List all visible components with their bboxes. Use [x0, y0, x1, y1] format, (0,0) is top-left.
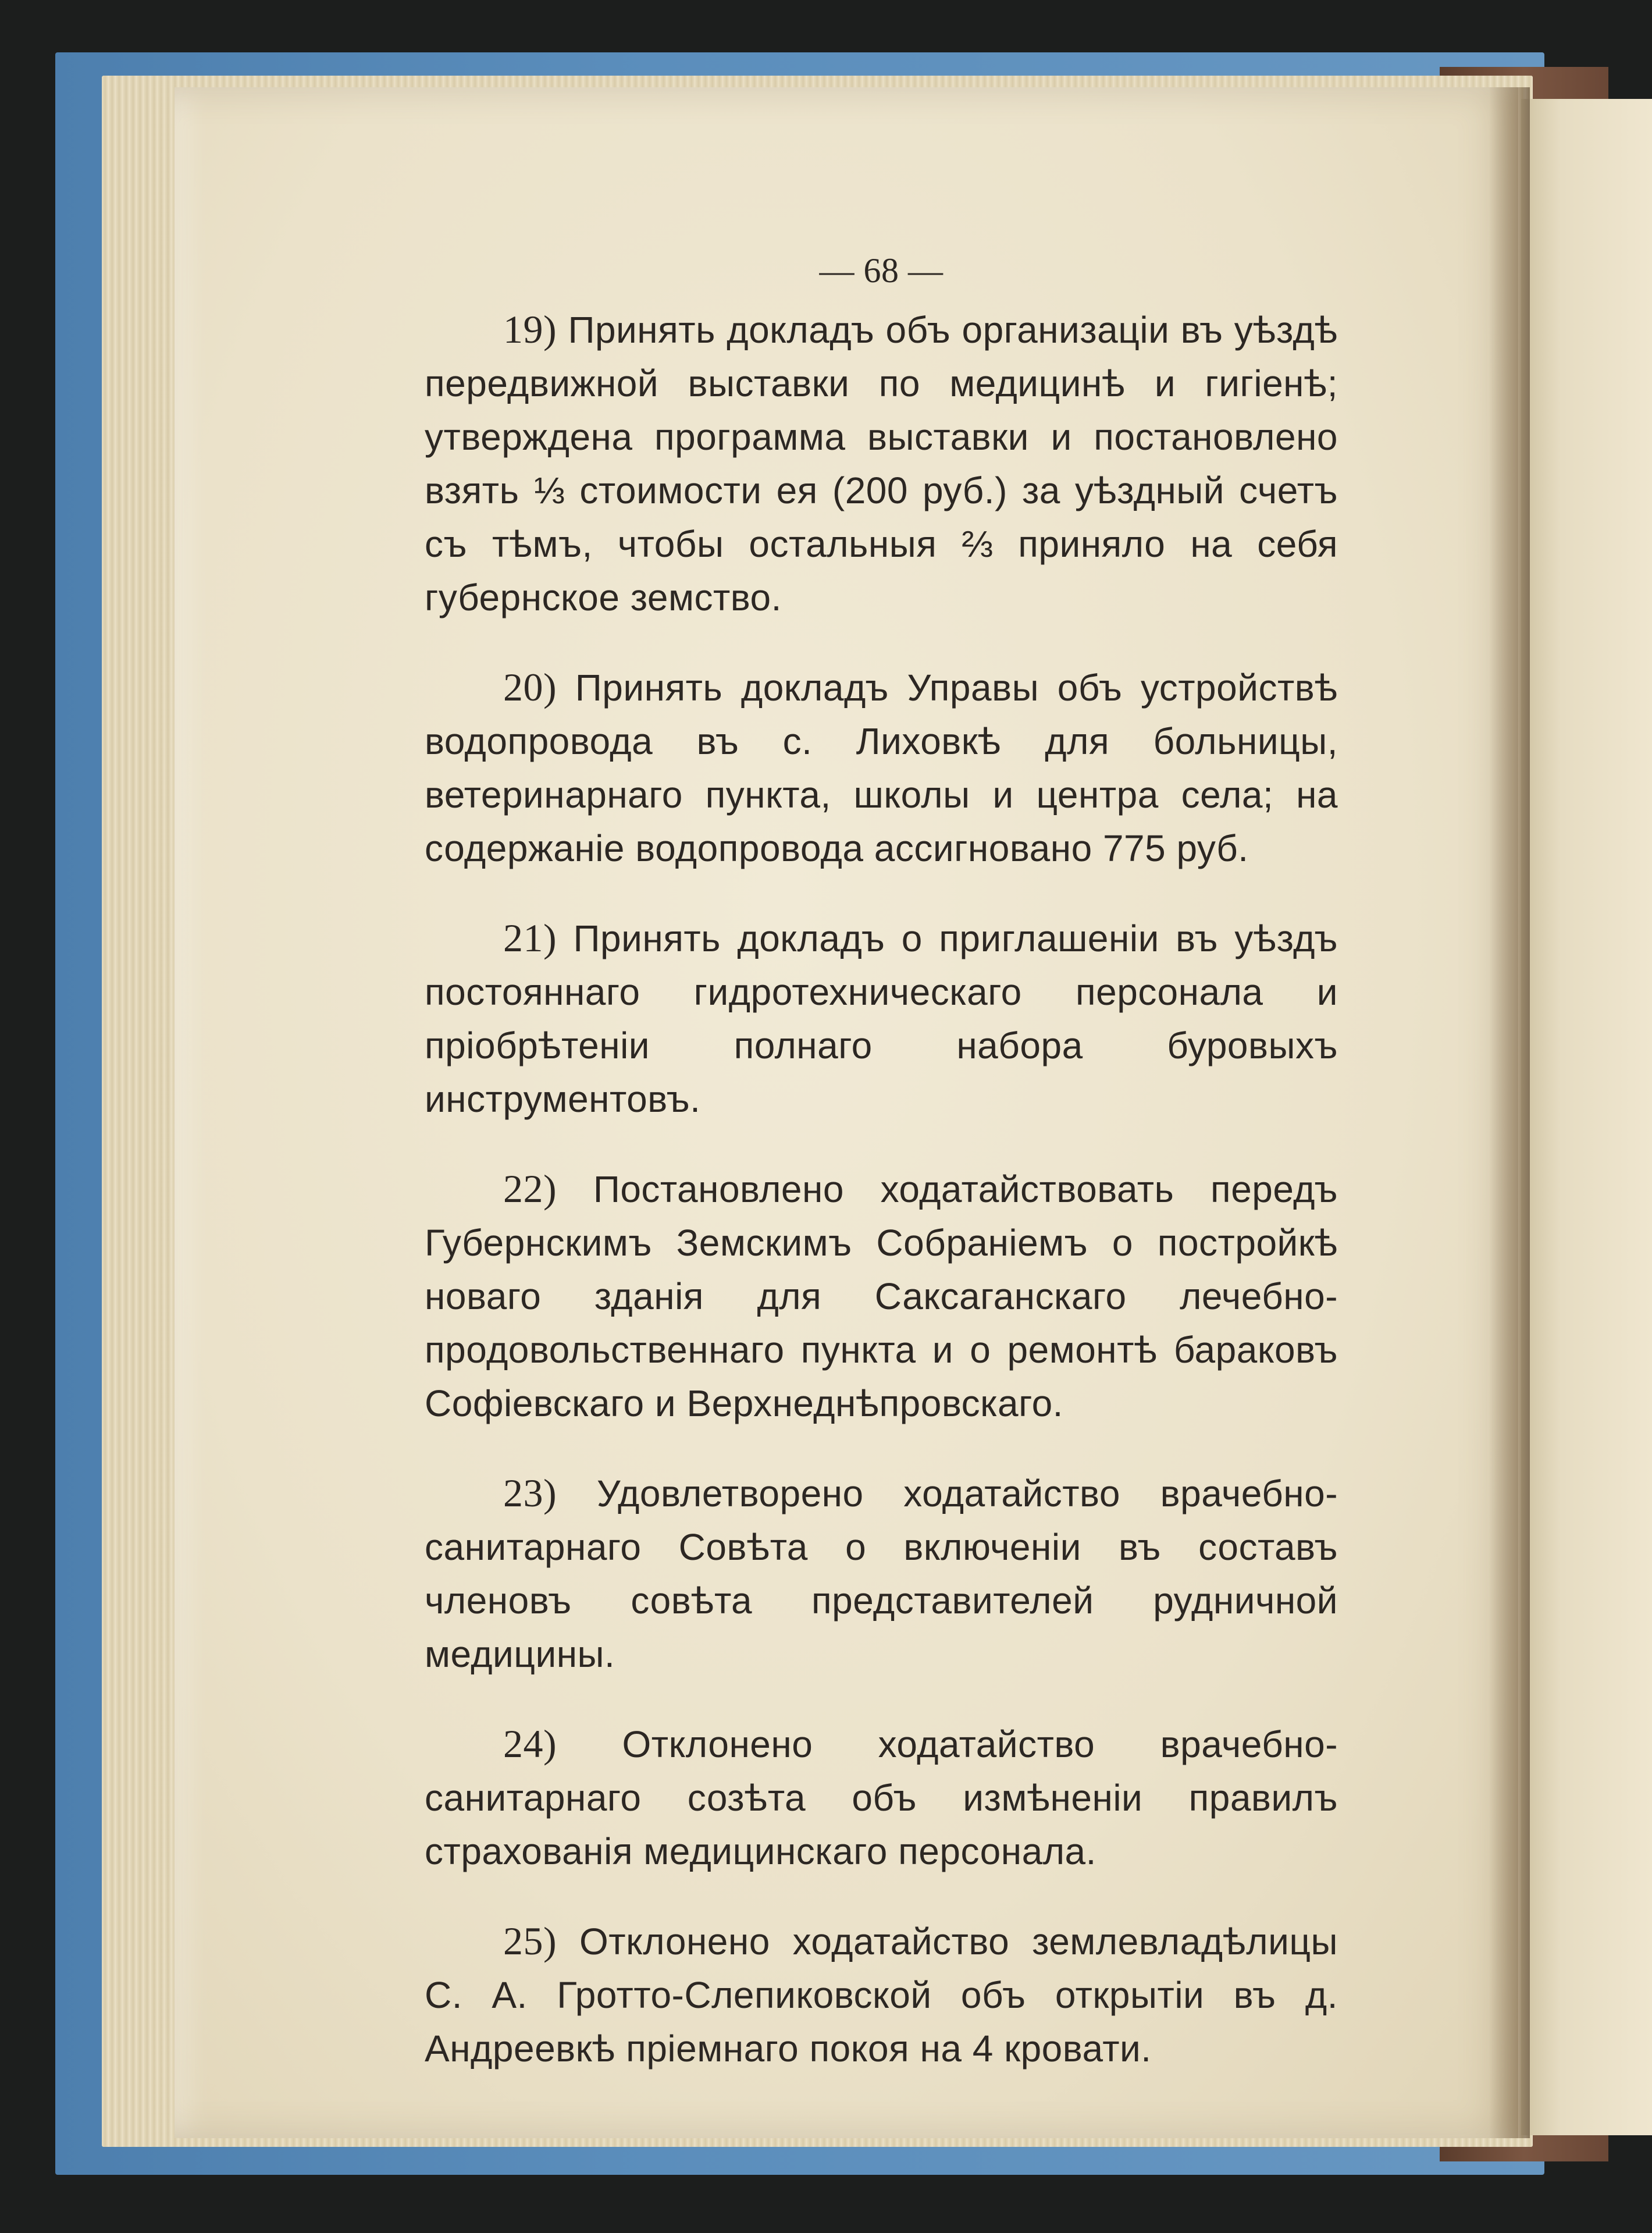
- item-number: 23): [503, 1471, 557, 1515]
- item-text: Постановлено ходатайствовать передъ Губернскимъ Земскимъ Собраніемъ о постройкѣ новаго зданія для Саксаганскаго лечебно-продовольственнаго пункта и о ремонтѣ бараковъ Софіевскаго и Верхнеднѣпровскаго.: [425, 1168, 1338, 1424]
- item-number: 25): [503, 1919, 557, 1963]
- page-gutter-shadow: [1489, 87, 1530, 2138]
- item-text: Удовлетворено ходатайство врачебно-санитарнаго Совѣта о включеніи въ составъ членовъ совѣта представителей рудничной медицины.: [425, 1473, 1338, 1675]
- paragraph-23: [425, 1466, 1338, 1681]
- paragraph-22: [425, 1162, 1338, 1430]
- page-number: — 68 —: [819, 251, 944, 290]
- facing-page-edge: [1521, 99, 1652, 2135]
- page-text: [425, 239, 1338, 2111]
- paragraph-21: [425, 911, 1338, 1126]
- item-text: Отклонено ходатайство землевладѣлицы С. А. Гротто-Слепиковской объ открытіи въ д. Андреевкѣ пріемнаго покоя на 4 кровати.: [425, 1921, 1338, 2070]
- item-number: 19): [503, 307, 557, 351]
- item-number: 22): [503, 1167, 557, 1211]
- item-number: 21): [503, 916, 557, 960]
- paragraph-25: [425, 1914, 1338, 2075]
- paragraph-20: [425, 660, 1338, 875]
- paragraph-24: [425, 1717, 1338, 1878]
- item-text: Принять докладъ объ организаціи въ уѣздѣ передвижной выставки по медицинѣ и гигіенѣ; утверждена программа выставки и постановлено взять ⅓ стоимости ея (200 руб.) за уѣздный счетъ съ тѣмъ, чтобы остальныя ⅔ приняло на себя губернское земство.: [425, 309, 1338, 618]
- item-number: 24): [503, 1722, 557, 1766]
- item-number: 20): [503, 665, 557, 709]
- item-text: Отклонено ходатайство врачебно-санитарнаго созѣта объ измѣненіи правилъ страхованія медицинскаго персонала.: [425, 1723, 1338, 1872]
- item-text: Принять докладъ Управы объ устройствѣ водопровода въ с. Лиховкѣ для больницы, ветеринарнаго пункта, школы и центра села; на содержаніе водопровода ассигновано 775 руб.: [425, 667, 1338, 869]
- paragraph-19: [425, 303, 1338, 624]
- item-text: Принять докладъ о приглашеніи въ уѣздъ постояннаго гидротехническаго персонала и пріобрѣтеніи полнаго набора буровыхъ инструментовъ.: [425, 918, 1338, 1120]
